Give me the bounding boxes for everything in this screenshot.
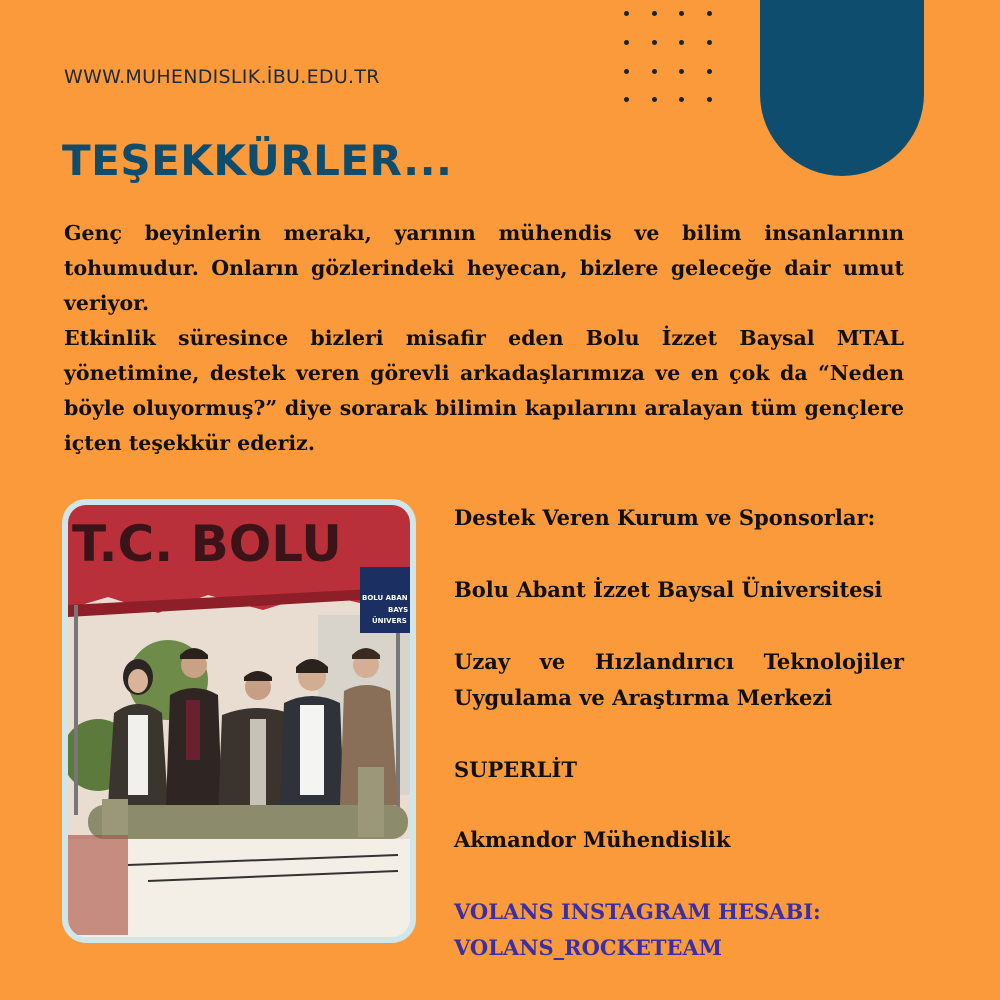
dot [707,69,712,74]
dot [652,40,657,45]
dot [652,11,657,16]
navy-arch-decoration [760,0,924,176]
dot [679,40,684,45]
sponsors-heading: Destek Veren Kurum ve Sponsorlar: [454,505,876,530]
dot [707,11,712,16]
sponsor-item: Akmandor Mühendislik [454,827,731,852]
banner-text-2: BAYS [388,606,409,614]
team-photo-illustration [68,505,410,937]
banner-text-3: ÜNIVERS [372,617,407,625]
banner-text-1: BOLU ABAN [362,594,408,602]
sponsor-item: Uzay ve Hızlandırıcı Teknolojiler Uygulama ve Araştırma Merkezi [454,649,904,710]
dot [679,69,684,74]
dot [707,97,712,102]
intro-paragraph-2: Etkinlik süresince bizleri misafir eden Bolu İzzet Baysal MTAL yönetimine, destek veren görevli arkadaşlarımıza ve en çok da “Neden böyle oluyormuş?” diye sorarak bilimin kapılarını aralayan tüm gençlere içten teşekkür ederiz. [64,326,904,455]
dot [679,97,684,102]
tent-text: T.C. BOLU [72,515,342,573]
sponsor-item: Bolu Abant İzzet Baysal Üniversitesi [454,577,883,602]
dot [624,11,629,16]
dot [624,40,629,45]
team-photo [68,505,410,937]
intro-paragraph-1: Genç beyinlerin merakı, yarının mühendis ve bilim insanlarının tohumudur. Onların gözlerindeki heyecan, bizlere geleceğe dair umut veriyor. [64,221,904,315]
dot [652,69,657,74]
instagram-label: VOLANS INSTAGRAM HESABI: [454,899,821,924]
page-title: TEŞEKKÜRLER... [62,136,453,185]
team-photo-frame [62,499,416,943]
dot [679,11,684,16]
dot [624,69,629,74]
instagram-handle[interactable]: VOLANS_ROCKETEAM [454,935,723,960]
dot [652,97,657,102]
dot-grid-decoration [618,2,728,106]
website-url: WWW.MUHENDISLIK.İBU.EDU.TR [64,66,380,88]
sponsor-item: SUPERLİT [454,757,577,782]
dot [624,97,629,102]
dot [707,40,712,45]
intro-text [64,216,904,461]
